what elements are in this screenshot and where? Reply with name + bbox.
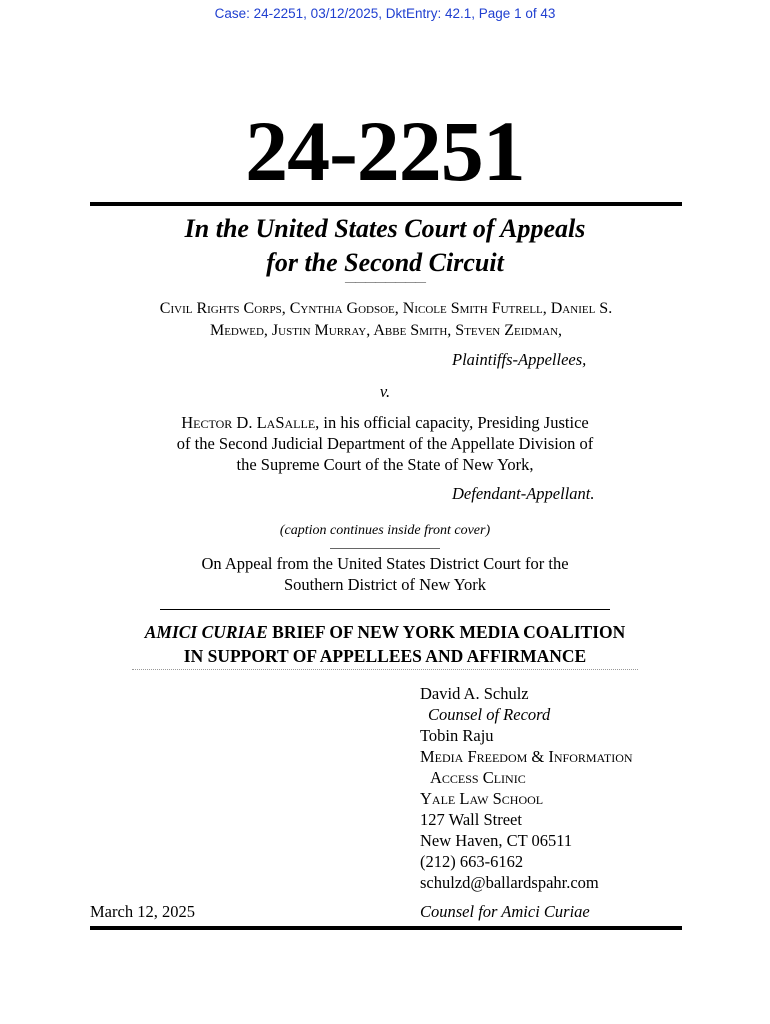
brief-title [0, 620, 770, 668]
title-dotted-divider [132, 669, 638, 670]
appeal-line2: Southern District of New York [283, 575, 487, 594]
top-divider [90, 202, 682, 206]
docket-number: 24-2251 [245, 103, 525, 199]
court-name-line1: In the United States Court of Appeals [184, 214, 586, 243]
counsel-email: schulzd@ballardspahr.com [420, 873, 599, 892]
plaintiffs-line2: Medwed, Justin Murray, Abbe Smith, Steven Zeidman, [209, 322, 563, 339]
counsel-org2: Yale Law School [420, 789, 544, 808]
counsel-org1-cont: Access Clinic [430, 768, 526, 787]
defendant-block [0, 412, 770, 475]
versus: v. [379, 382, 391, 401]
brief-title-line2: IN SUPPORT OF APPELLEES AND AFFIRMANCE [183, 646, 587, 666]
counsel-org1: Media Freedom & Information [420, 747, 633, 766]
counsel-city: New Haven, CT 06511 [420, 831, 573, 850]
counsel-street: 127 Wall Street [420, 810, 522, 829]
defendant-line2: of the Second Judicial Department of the Appellate Division of [176, 434, 594, 453]
counsel-for-amici: Counsel for Amici Curiae [420, 902, 590, 921]
plaintiffs-list [90, 298, 682, 342]
brief-title-italic: AMICI CURIAE [144, 622, 268, 642]
court-separator: ———————— [345, 276, 425, 288]
counsel-name1: David A. Schulz [420, 684, 529, 703]
case-header-stamp: Case: 24-2251, 03/12/2025, DktEntry: 42.1, Page 1 of 43 [214, 6, 556, 21]
defendant-role: Defendant-Appellant. [452, 484, 595, 503]
defendant-line1-rest: , in his official capacity, Presiding Justice [315, 413, 589, 432]
counsel-block [420, 683, 633, 893]
note-divider [330, 548, 440, 549]
appeal-divider [160, 609, 610, 610]
plaintiffs-line1: Civil Rights Corps, Cynthia Godsoe, Nicole Smith Futrell, Daniel S. [159, 300, 613, 317]
filing-date: March 12, 2025 [90, 902, 195, 921]
counsel-role1: Counsel of Record [428, 705, 551, 724]
caption-continues-note: (caption continues inside front cover) [279, 523, 491, 538]
appeal-line1: On Appeal from the United States District Court for the [201, 554, 569, 573]
court-name-line2: for the Second Circuit [266, 248, 504, 277]
appeal-block [0, 553, 770, 595]
defendant-name: Hector D. LaSalle [181, 413, 316, 432]
brief-title-line1: BRIEF OF NEW YORK MEDIA COALITION [267, 622, 626, 642]
bottom-divider [90, 926, 682, 930]
counsel-name2: Tobin Raju [420, 726, 494, 745]
plaintiffs-role: Plaintiffs-Appellees, [452, 350, 587, 369]
defendant-line3: the Supreme Court of the State of New York, [236, 455, 534, 474]
counsel-phone: (212) 663-6162 [420, 852, 524, 871]
